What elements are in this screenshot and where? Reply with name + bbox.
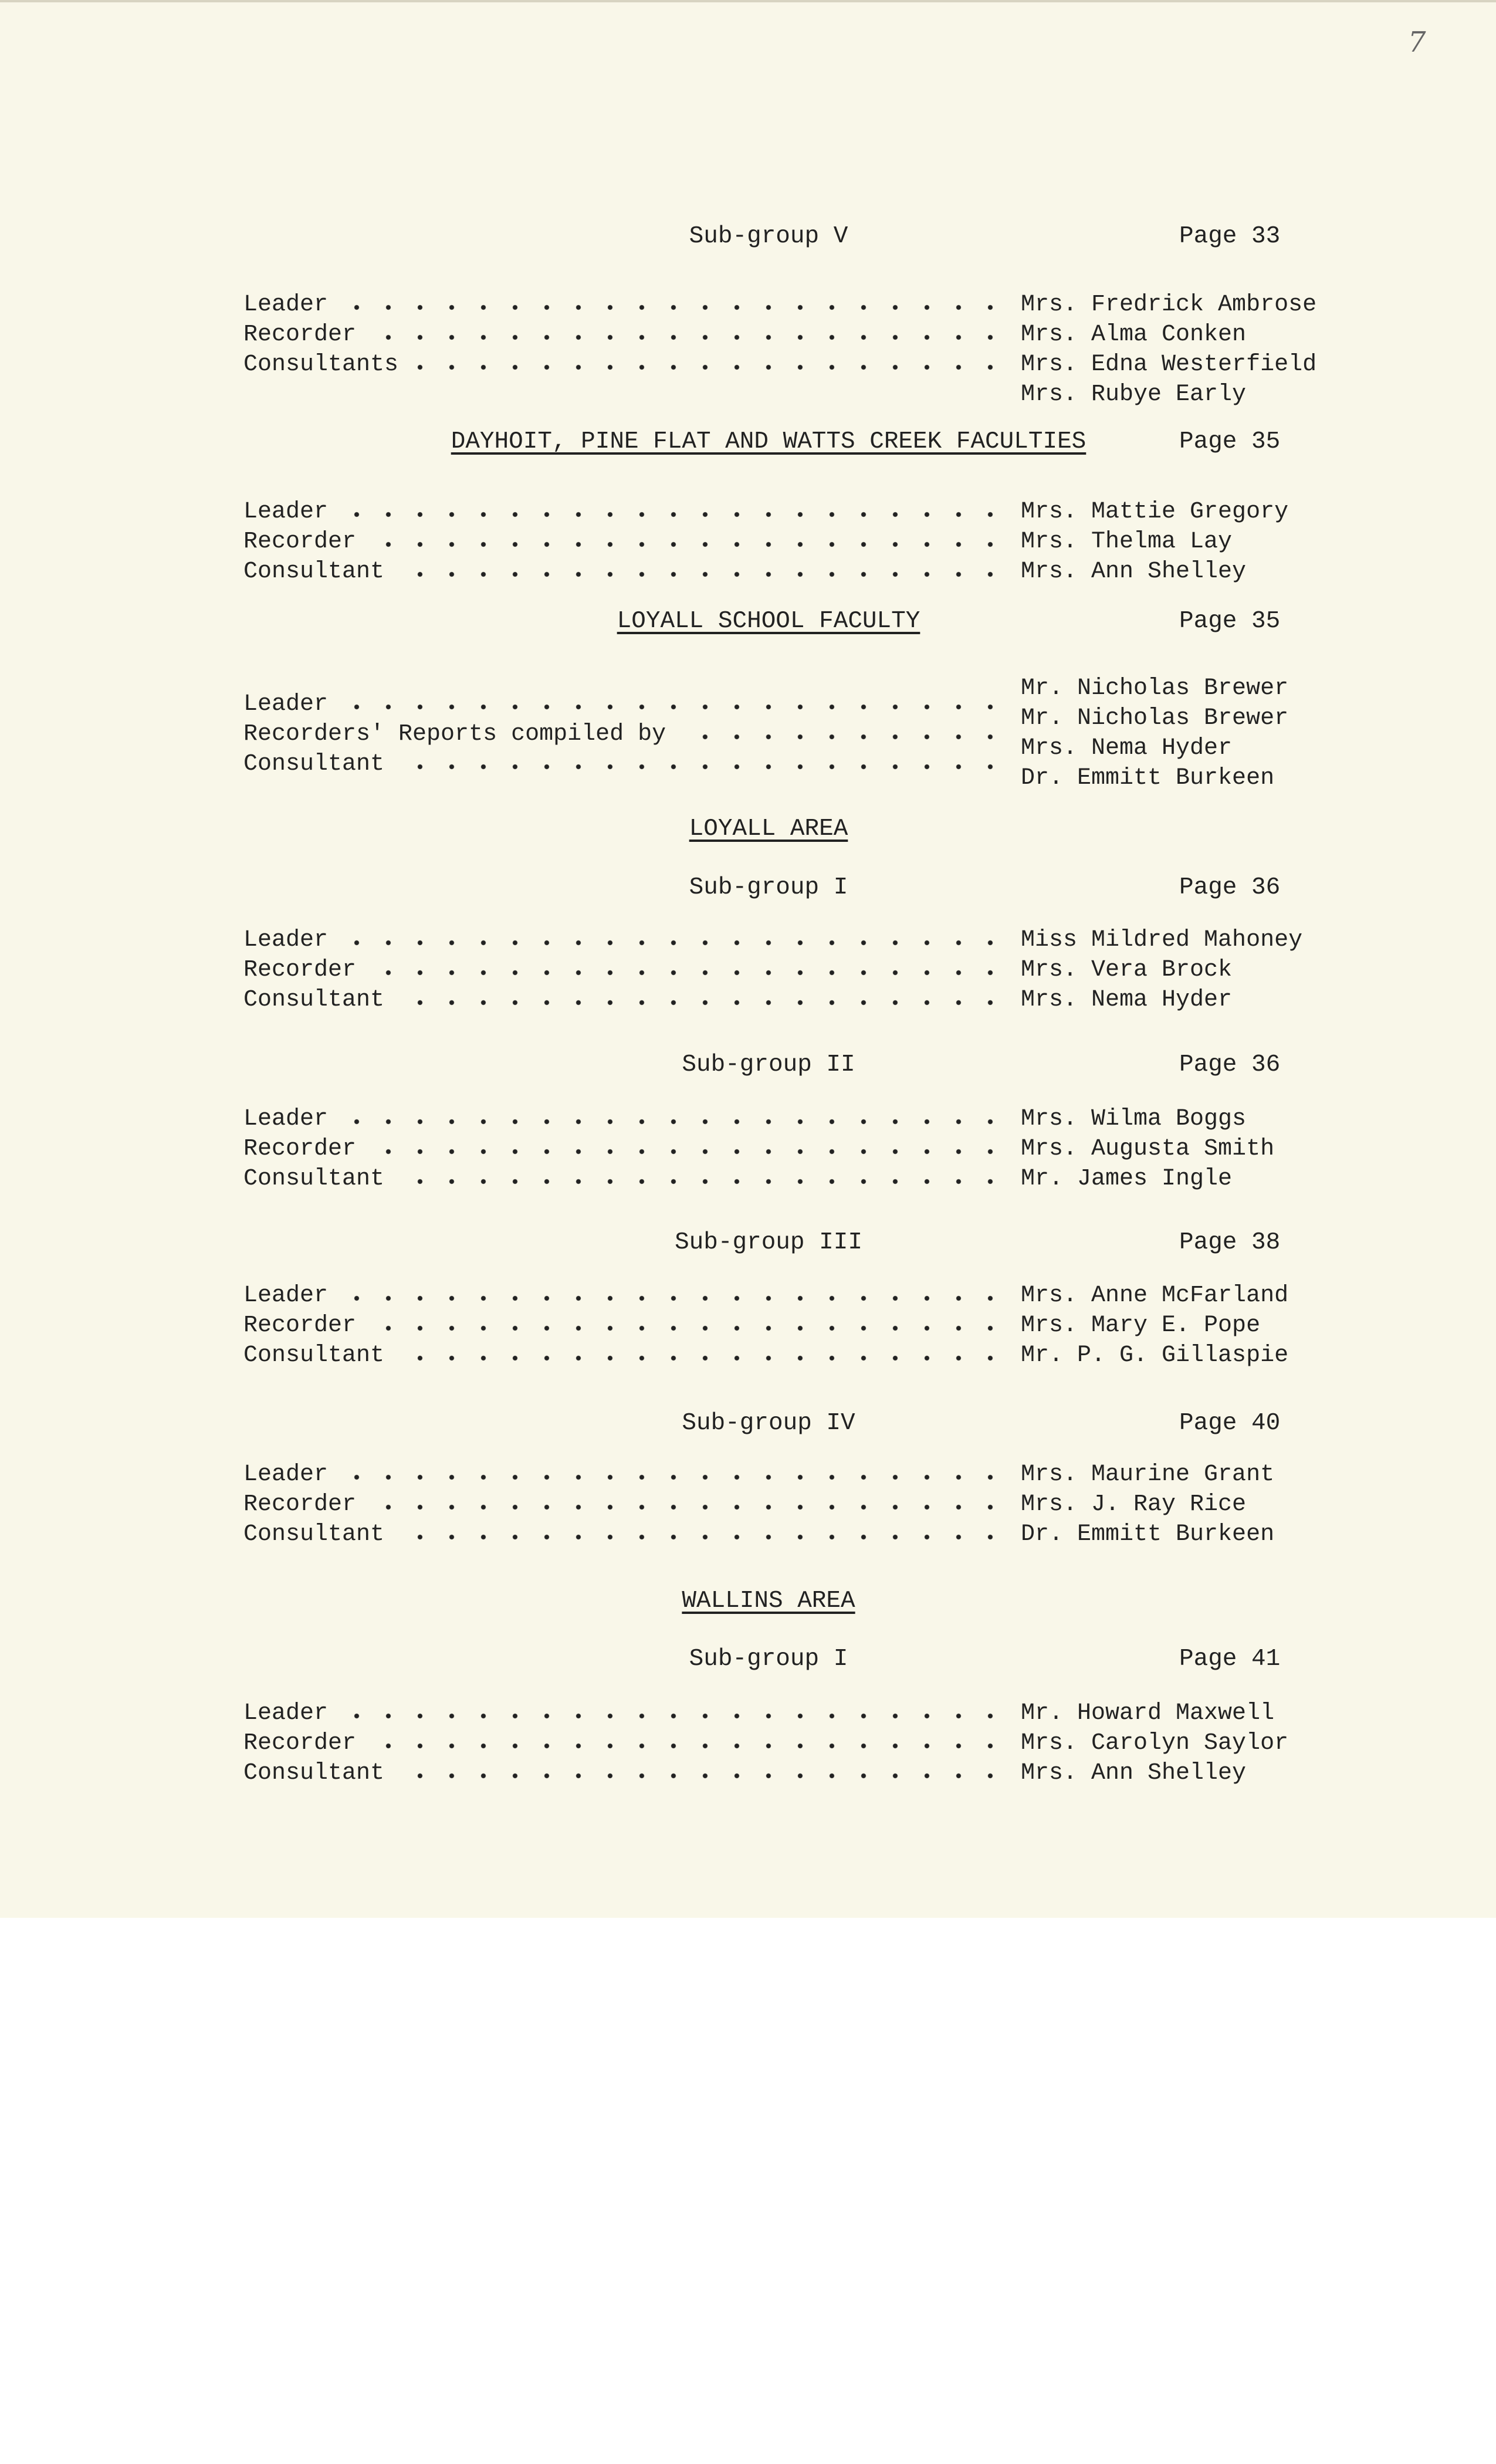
person-name: Mrs. Vera Brock [1021,957,1233,983]
role-row [243,720,1006,749]
role-row [243,350,1006,380]
dot-leader [367,1490,1006,1519]
page-reference: Page 36 [1179,874,1281,901]
page-reference: Page 35 [1179,608,1281,635]
section-header [0,1229,1496,1264]
section-title: Sub-group III [675,1229,862,1256]
role-row [243,527,1006,557]
person-name: Mrs. Nema Hyder [1021,987,1233,1013]
role-row [243,1281,1006,1311]
section-header [0,1410,1496,1445]
dot-leader [367,1311,1006,1341]
person-name: Mrs. Alma Conken [1021,321,1247,348]
role-label: Recorder [243,1730,357,1756]
person-name: Miss Mildred Mahoney [1021,927,1303,953]
section-title: Sub-group II [682,1051,855,1078]
role-row [243,290,1006,320]
person-name: Mr. James Ingle [1021,1166,1233,1192]
role-row [243,1520,1006,1549]
role-label: Consultant [243,1342,385,1369]
page-reference: Page 33 [1179,223,1281,250]
role-label: Recorder [243,957,357,983]
role-label: Recorder [243,529,357,555]
section-header [0,1646,1496,1681]
dot-leader [339,1281,1006,1311]
role-label: Leader [243,691,329,717]
dot-leader [367,527,1006,557]
person-name: Mrs. Wilma Boggs [1021,1106,1247,1132]
section-header [0,608,1496,643]
role-row [243,557,1006,587]
role-row [243,750,1006,779]
role-row [243,1311,1006,1341]
role-label: Leader [243,1461,329,1488]
person-name: Dr. Emmitt Burkeen [1021,1521,1275,1548]
section-title: DAYHOIT, PINE FLAT AND WATTS CREEK FACULTIES [451,428,1087,455]
section-header [0,428,1496,463]
role-row [243,1105,1006,1134]
person-name: Dr. Emmitt Burkeen [1021,765,1275,791]
person-name: Mrs. Mary E. Pope [1021,1312,1261,1339]
person-name: Mrs. Anne McFarland [1021,1282,1289,1309]
page-reference: Page 36 [1179,1051,1281,1078]
role-row [243,1165,1006,1194]
page-reference: Page 41 [1179,1646,1281,1673]
dot-leader [339,690,1006,719]
dot-leader [367,1729,1006,1758]
role-label: Leader [243,499,329,525]
person-name: Mrs. Ann Shelley [1021,1760,1247,1786]
person-name: Mrs. Rubye Early [1021,381,1247,408]
dot-leader [339,290,1006,320]
dot-leader [339,1460,1006,1490]
role-row [243,1135,1006,1164]
dot-leader [409,350,1006,380]
person-name: Mr. P. G. Gillaspie [1021,1342,1289,1369]
role-row [243,497,1006,527]
section-title: Sub-group V [689,223,848,250]
person-name: Mr. Nicholas Brewer [1021,675,1289,702]
dot-leader [395,750,1006,779]
dot-leader [395,1759,1006,1788]
role-label: Leader [243,927,329,953]
role-label: Leader [243,1282,329,1309]
page-reference: Page 40 [1179,1410,1281,1437]
dot-leader [395,1341,1006,1370]
dot-leader [367,956,1006,985]
role-label: Leader [243,1700,329,1727]
role-label: Consultant [243,1760,385,1786]
role-label: Consultant [243,751,385,777]
role-label: Consultant [243,1521,385,1548]
role-row [243,1759,1006,1788]
section-header [0,815,1496,851]
role-row [243,1490,1006,1519]
role-label: Leader [243,292,329,318]
dot-leader [676,720,1006,749]
role-label: Consultant [243,1166,385,1192]
page-reference: Page 35 [1179,428,1281,455]
role-row [243,956,1006,985]
dot-leader [395,1165,1006,1194]
dot-leader [395,1520,1006,1549]
dot-leader [339,1105,1006,1134]
role-label: Consultants [243,351,399,378]
person-name: Mrs. Maurine Grant [1021,1461,1275,1488]
person-name: Mrs. Edna Westerfield [1021,351,1317,378]
person-name: Mrs. Fredrick Ambrose [1021,292,1317,318]
person-name: Mrs. Mattie Gregory [1021,499,1289,525]
section-title: WALLINS AREA [682,1588,855,1615]
section-title: Sub-group IV [682,1410,855,1437]
role-row [243,1699,1006,1728]
role-row [243,986,1006,1015]
person-name: Mrs. Ann Shelley [1021,559,1247,585]
dot-leader [395,557,1006,587]
handwritten-page-number: 7 [1408,26,1426,59]
role-row [243,926,1006,955]
dot-leader [339,926,1006,955]
dot-leader [339,497,1006,527]
section-header [0,223,1496,258]
role-label: Consultant [243,987,385,1013]
person-name: Mrs. Nema Hyder [1021,735,1233,761]
person-name: Mrs. Carolyn Saylor [1021,1730,1289,1756]
role-label: Leader [243,1106,329,1132]
role-label: Recorder [243,321,357,348]
section-title: Sub-group I [689,874,848,901]
section-header [0,1051,1496,1087]
person-name: Mr. Howard Maxwell [1021,1700,1275,1727]
role-row [243,690,1006,719]
role-row [243,320,1006,350]
role-label: Recorders' Reports compiled by [243,721,666,747]
section-header [0,1588,1496,1623]
role-row [243,1341,1006,1370]
role-label: Recorder [243,1491,357,1518]
role-label: Recorder [243,1312,357,1339]
person-name: Mrs. J. Ray Rice [1021,1491,1247,1518]
person-name: Mrs. Augusta Smith [1021,1136,1275,1162]
role-row [243,1729,1006,1758]
role-label: Recorder [243,1136,357,1162]
section-title: LOYALL AREA [689,815,848,842]
section-title: LOYALL SCHOOL FACULTY [617,608,920,635]
role-row [243,1460,1006,1490]
page-reference: Page 38 [1179,1229,1281,1256]
person-name: Mrs. Thelma Lay [1021,529,1233,555]
dot-leader [339,1699,1006,1728]
dot-leader [367,1135,1006,1164]
person-name: Mr. Nicholas Brewer [1021,705,1289,732]
dot-leader [395,986,1006,1015]
section-header [0,874,1496,909]
dot-leader [367,320,1006,350]
role-label: Consultant [243,559,385,585]
section-title: Sub-group I [689,1646,848,1673]
